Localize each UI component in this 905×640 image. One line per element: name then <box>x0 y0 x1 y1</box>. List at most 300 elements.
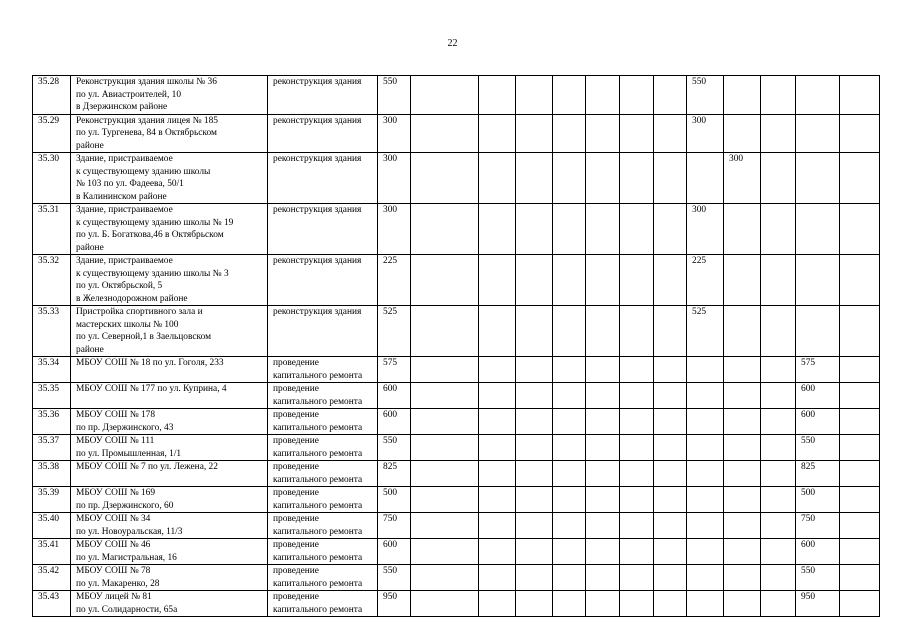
value-cell <box>479 539 516 565</box>
value-cell <box>796 76 840 115</box>
value-cell <box>553 435 586 461</box>
value-cell <box>654 383 687 409</box>
work-type-line: проведение <box>273 540 319 550</box>
work-type-line: капитального ремонта <box>273 578 363 589</box>
value-cell <box>687 565 724 591</box>
value-cell <box>620 306 654 357</box>
value-cell <box>586 383 620 409</box>
object-name-line: Здание, пристраиваемое <box>76 154 173 164</box>
value-cell <box>654 409 687 435</box>
value-cell <box>724 357 761 383</box>
object-name-cell <box>71 513 268 539</box>
object-name-line: по пр. Дзержинского, 60 <box>76 500 174 511</box>
value-cell <box>840 435 880 461</box>
value-cell: 575 <box>796 357 840 383</box>
value-cell <box>620 357 654 383</box>
object-name-line: по ул. Макаренко, 28 <box>76 578 160 589</box>
total-value-cell: 550 <box>378 565 411 591</box>
value-cell <box>687 153 724 204</box>
work-type-cell <box>268 76 378 115</box>
value-cell <box>516 513 553 539</box>
work-type-cell <box>268 487 378 513</box>
work-type-cell <box>268 255 378 306</box>
row-number-cell: 35.36 <box>33 409 71 435</box>
value-cell <box>724 306 761 357</box>
object-name-line: МБОУ СОШ № 169 <box>76 488 156 498</box>
row-number-cell: 35.35 <box>33 383 71 409</box>
value-cell <box>586 565 620 591</box>
object-name-line: районе <box>76 140 104 151</box>
value-cell <box>586 435 620 461</box>
value-cell <box>553 153 586 204</box>
table-row <box>33 565 880 591</box>
table-body <box>33 76 880 617</box>
table-row <box>33 255 880 306</box>
value-cell <box>553 409 586 435</box>
value-cell <box>516 383 553 409</box>
total-value-cell: 600 <box>378 383 411 409</box>
work-type-cell <box>268 539 378 565</box>
value-cell <box>620 114 654 153</box>
value-cell <box>516 591 553 617</box>
object-name-line: МБОУ СОШ № 34 <box>76 514 151 524</box>
total-value-cell: 525 <box>378 306 411 357</box>
table-row <box>33 383 880 409</box>
value-cell <box>620 153 654 204</box>
work-type-line: капитального ремонта <box>273 552 363 563</box>
value-cell <box>620 565 654 591</box>
value-cell <box>553 255 586 306</box>
total-value-cell: 550 <box>378 76 411 115</box>
value-cell <box>654 539 687 565</box>
value-cell <box>761 204 796 255</box>
table-row <box>33 487 880 513</box>
row-number-cell: 35.39 <box>33 487 71 513</box>
work-type-cell <box>268 461 378 487</box>
value-cell <box>761 383 796 409</box>
value-cell <box>411 76 479 115</box>
work-type-line: проведение <box>273 566 319 576</box>
object-name-line: мастерских школы № 100 <box>76 319 179 330</box>
work-type-line: проведение <box>273 384 319 394</box>
value-cell: 500 <box>796 487 840 513</box>
value-cell <box>724 435 761 461</box>
object-name-line: № 103 по ул. Фадеева, 50/1 <box>76 179 184 189</box>
value-cell <box>724 114 761 153</box>
work-type-line: капитального ремонта <box>273 422 363 433</box>
row-number-cell: 35.30 <box>33 153 71 204</box>
total-value-cell: 300 <box>378 204 411 255</box>
value-cell <box>796 204 840 255</box>
value-cell <box>761 565 796 591</box>
value-cell <box>411 306 479 357</box>
value-cell <box>687 435 724 461</box>
value-cell <box>479 76 516 115</box>
object-name-line: МБОУ СОШ № 111 <box>76 436 155 446</box>
work-type-line: проведение <box>273 514 319 524</box>
value-cell <box>620 513 654 539</box>
value-cell <box>411 565 479 591</box>
value-cell <box>479 114 516 153</box>
total-value-cell: 825 <box>378 461 411 487</box>
value-cell <box>620 435 654 461</box>
total-value-cell: 600 <box>378 539 411 565</box>
value-cell <box>724 409 761 435</box>
object-name-line: Здание, пристраиваемое <box>76 256 173 266</box>
value-cell <box>516 461 553 487</box>
value-cell <box>553 114 586 153</box>
value-cell <box>687 461 724 487</box>
value-cell: 600 <box>796 539 840 565</box>
value-cell <box>516 565 553 591</box>
work-type-line: проведение <box>273 462 319 472</box>
value-cell <box>761 255 796 306</box>
work-type-cell <box>268 357 378 383</box>
value-cell <box>586 204 620 255</box>
object-name-line: МБОУ СОШ № 177 по ул. Куприна, 4 <box>76 384 227 394</box>
value-cell <box>724 383 761 409</box>
value-cell <box>553 306 586 357</box>
object-name-cell <box>71 383 268 409</box>
value-cell <box>620 539 654 565</box>
value-cell <box>761 114 796 153</box>
value-cell <box>516 204 553 255</box>
value-cell <box>516 539 553 565</box>
value-cell <box>840 409 880 435</box>
value-cell <box>479 383 516 409</box>
object-name-cell <box>71 591 268 617</box>
value-cell: 550 <box>687 76 724 115</box>
object-name-line: МБОУ СОШ № 46 <box>76 540 151 550</box>
value-cell <box>761 591 796 617</box>
value-cell <box>479 306 516 357</box>
value-cell: 550 <box>796 565 840 591</box>
object-name-line: МБОУ СОШ № 78 <box>76 566 151 576</box>
work-type-cell <box>268 565 378 591</box>
object-name-line: по ул. Б. Богаткова,46 в Октябрьском <box>76 230 224 240</box>
value-cell <box>553 539 586 565</box>
value-cell <box>479 409 516 435</box>
value-cell <box>840 114 880 153</box>
value-cell <box>840 357 880 383</box>
object-name-cell <box>71 76 268 115</box>
table-row <box>33 409 880 435</box>
row-number-cell: 35.28 <box>33 76 71 115</box>
value-cell <box>620 76 654 115</box>
value-cell <box>796 114 840 153</box>
object-name-cell <box>71 255 268 306</box>
value-cell <box>516 76 553 115</box>
value-cell <box>586 513 620 539</box>
value-cell: 550 <box>796 435 840 461</box>
work-type-line: капитального ремонта <box>273 448 363 459</box>
value-cell <box>586 357 620 383</box>
value-cell <box>620 591 654 617</box>
table-row <box>33 461 880 487</box>
object-name-cell <box>71 565 268 591</box>
object-name-line: МБОУ СОШ № 7 по ул. Лежена, 22 <box>76 462 218 472</box>
value-cell <box>796 306 840 357</box>
value-cell <box>411 487 479 513</box>
value-cell <box>724 565 761 591</box>
work-type-line: проведение <box>273 488 319 498</box>
object-name-line: МБОУ лицей № 81 <box>76 592 152 602</box>
row-number-cell: 35.42 <box>33 565 71 591</box>
value-cell <box>724 487 761 513</box>
value-cell <box>796 153 840 204</box>
total-value-cell: 225 <box>378 255 411 306</box>
object-name-cell <box>71 357 268 383</box>
value-cell <box>586 114 620 153</box>
object-name-line: Реконструкция здания лицея № 185 <box>76 115 218 126</box>
work-type-cell <box>268 306 378 357</box>
value-cell <box>840 153 880 204</box>
work-type-line: проведение <box>273 410 319 420</box>
value-cell <box>516 487 553 513</box>
table-row <box>33 204 880 255</box>
work-type-cell <box>268 513 378 539</box>
value-cell: 300 <box>687 114 724 153</box>
value-cell <box>516 435 553 461</box>
total-value-cell: 550 <box>378 435 411 461</box>
value-cell <box>411 255 479 306</box>
total-value-cell: 575 <box>378 357 411 383</box>
table-row <box>33 357 880 383</box>
value-cell <box>840 306 880 357</box>
value-cell: 600 <box>796 409 840 435</box>
value-cell <box>840 513 880 539</box>
value-cell <box>411 409 479 435</box>
work-type-cell <box>268 409 378 435</box>
value-cell <box>687 409 724 435</box>
value-cell <box>724 539 761 565</box>
row-number-cell: 35.32 <box>33 255 71 306</box>
work-type-line: капитального ремонта <box>273 526 363 537</box>
row-number-cell: 35.34 <box>33 357 71 383</box>
program-table <box>32 75 880 617</box>
value-cell <box>687 357 724 383</box>
value-cell <box>586 539 620 565</box>
table-row <box>33 435 880 461</box>
work-type-line: капитального ремонта <box>273 396 363 407</box>
page-number: 22 <box>447 38 458 49</box>
value-cell <box>411 383 479 409</box>
value-cell <box>479 513 516 539</box>
value-cell <box>840 591 880 617</box>
value-cell <box>761 76 796 115</box>
value-cell <box>840 204 880 255</box>
value-cell <box>840 255 880 306</box>
value-cell <box>687 591 724 617</box>
value-cell <box>796 255 840 306</box>
work-type-line: капитального ремонта <box>273 370 363 381</box>
object-name-line: по ул. Авиастроителей, 10 <box>76 89 182 100</box>
value-cell <box>654 76 687 115</box>
object-name-line: по пр. Дзержинского, 43 <box>76 422 174 433</box>
value-cell <box>761 487 796 513</box>
value-cell <box>553 513 586 539</box>
value-cell <box>411 461 479 487</box>
value-cell <box>553 565 586 591</box>
object-name-cell <box>71 435 268 461</box>
value-cell <box>479 591 516 617</box>
object-name-line: по ул. Северной,1 в Заельцовском <box>76 332 212 342</box>
value-cell <box>687 383 724 409</box>
work-type-line: реконструкция здания <box>273 154 362 164</box>
total-value-cell: 950 <box>378 591 411 617</box>
object-name-line: по ул. Промышленная, 1/1 <box>76 448 182 459</box>
object-name-line: по ул. Новоуральская, 11/3 <box>76 526 183 537</box>
value-cell <box>761 461 796 487</box>
value-cell: 300 <box>724 153 761 204</box>
table-row <box>33 76 880 115</box>
value-cell: 825 <box>796 461 840 487</box>
value-cell <box>654 435 687 461</box>
row-number-cell: 35.31 <box>33 204 71 255</box>
value-cell <box>761 153 796 204</box>
value-cell <box>654 591 687 617</box>
value-cell <box>840 487 880 513</box>
value-cell <box>654 357 687 383</box>
value-cell <box>411 357 479 383</box>
value-cell <box>724 255 761 306</box>
work-type-line: капитального ремонта <box>273 604 363 615</box>
value-cell <box>620 409 654 435</box>
table-row <box>33 591 880 617</box>
value-cell <box>654 153 687 204</box>
value-cell <box>654 565 687 591</box>
work-type-cell <box>268 435 378 461</box>
value-cell <box>586 591 620 617</box>
work-type-line: проведение <box>273 436 319 446</box>
value-cell <box>654 204 687 255</box>
table-row <box>33 513 880 539</box>
total-value-cell: 500 <box>378 487 411 513</box>
value-cell <box>479 565 516 591</box>
object-name-line: к существующему зданию школы <box>76 166 211 177</box>
value-cell <box>724 513 761 539</box>
value-cell <box>479 204 516 255</box>
table-row <box>33 114 880 153</box>
total-value-cell: 600 <box>378 409 411 435</box>
object-name-line: Реконструкция здания школы № 36 <box>76 77 217 87</box>
value-cell <box>761 539 796 565</box>
value-cell <box>840 461 880 487</box>
row-number-cell: 35.43 <box>33 591 71 617</box>
object-name-line: МБОУ СОШ № 178 <box>76 410 156 420</box>
value-cell: 600 <box>796 383 840 409</box>
work-type-line: реконструкция здания <box>273 205 362 215</box>
row-number-cell: 35.37 <box>33 435 71 461</box>
value-cell <box>654 513 687 539</box>
work-type-line: капитального ремонта <box>273 500 363 511</box>
value-cell <box>516 409 553 435</box>
object-name-cell <box>71 409 268 435</box>
value-cell <box>761 306 796 357</box>
object-name-line: по ул. Тургенева, 84 в Октябрьском <box>76 128 217 138</box>
object-name-cell <box>71 114 268 153</box>
value-cell: 750 <box>796 513 840 539</box>
value-cell <box>724 591 761 617</box>
value-cell <box>761 435 796 461</box>
object-name-line: Здание, пристраиваемое <box>76 205 173 215</box>
value-cell <box>411 539 479 565</box>
value-cell <box>411 114 479 153</box>
work-type-line: реконструкция здания <box>273 307 362 317</box>
value-cell <box>479 435 516 461</box>
object-name-cell <box>71 153 268 204</box>
work-type-cell <box>268 204 378 255</box>
object-name-line: к существующему зданию школы № 3 <box>76 268 229 279</box>
value-cell <box>553 76 586 115</box>
value-cell <box>761 357 796 383</box>
object-name-line: районе <box>76 242 104 253</box>
total-value-cell: 300 <box>378 114 411 153</box>
value-cell <box>586 153 620 204</box>
value-cell <box>553 487 586 513</box>
value-cell <box>654 306 687 357</box>
value-cell <box>411 591 479 617</box>
value-cell: 300 <box>687 204 724 255</box>
object-name-line: по ул. Солидарности, 65а <box>76 604 178 615</box>
value-cell <box>411 435 479 461</box>
value-cell <box>479 461 516 487</box>
value-cell <box>654 255 687 306</box>
row-number-cell: 35.33 <box>33 306 71 357</box>
object-name-line: в Железнодорожном районе <box>76 293 188 304</box>
object-name-line: к существующему зданию школы № 19 <box>76 217 234 228</box>
value-cell <box>586 255 620 306</box>
object-name-line: по ул. Магистральная, 16 <box>76 552 177 563</box>
work-type-line: проведение <box>273 358 319 368</box>
value-cell <box>840 539 880 565</box>
value-cell <box>687 513 724 539</box>
object-name-cell <box>71 461 268 487</box>
value-cell: 950 <box>796 591 840 617</box>
table-row <box>33 153 880 204</box>
value-cell: 525 <box>687 306 724 357</box>
value-cell <box>687 539 724 565</box>
value-cell <box>724 204 761 255</box>
work-type-cell <box>268 114 378 153</box>
value-cell <box>516 357 553 383</box>
work-type-line: реконструкция здания <box>273 256 362 266</box>
table-row <box>33 306 880 357</box>
work-type-line: капитального ремонта <box>273 474 363 485</box>
value-cell <box>620 461 654 487</box>
object-name-cell <box>71 539 268 565</box>
value-cell <box>724 461 761 487</box>
value-cell <box>586 487 620 513</box>
object-name-line: в Калининском районе <box>76 191 167 202</box>
row-number-cell: 35.40 <box>33 513 71 539</box>
table-row <box>33 539 880 565</box>
value-cell <box>516 153 553 204</box>
row-number-cell: 35.29 <box>33 114 71 153</box>
object-name-line: МБОУ СОШ № 18 по ул. Гоголя, 233 <box>76 358 224 368</box>
object-name-line: по ул. Октябрьской, 5 <box>76 281 163 291</box>
value-cell <box>724 76 761 115</box>
value-cell <box>654 114 687 153</box>
row-number-cell: 35.38 <box>33 461 71 487</box>
value-cell <box>761 513 796 539</box>
object-name-cell <box>71 487 268 513</box>
value-cell <box>654 487 687 513</box>
value-cell <box>586 76 620 115</box>
value-cell <box>586 409 620 435</box>
value-cell <box>479 255 516 306</box>
object-name-cell <box>71 204 268 255</box>
